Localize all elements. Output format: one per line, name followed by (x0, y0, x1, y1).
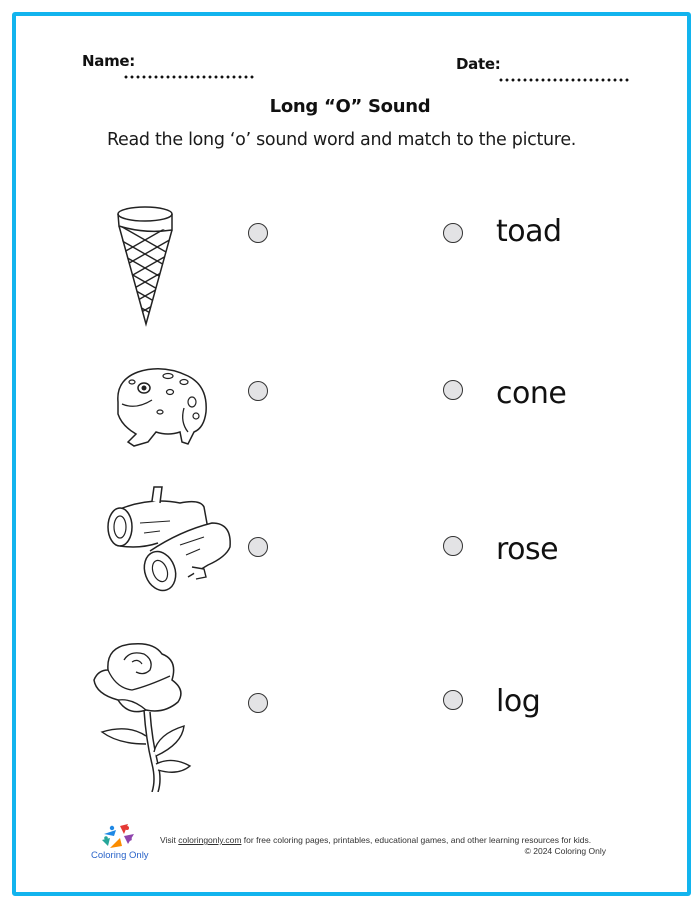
word-match-dot-3[interactable] (443, 536, 463, 556)
worksheet-instructions: Read the long ‘o’ sound word and match to the picture. (106, 130, 577, 150)
logs-icon (100, 483, 235, 595)
picture-match-dot-1[interactable] (248, 223, 268, 243)
coloringonly-link[interactable]: coloringonly.com (178, 835, 242, 845)
name-blank-line[interactable] (123, 75, 254, 79)
name-label: Name: (82, 52, 135, 70)
brand-name: Coloring Only (91, 850, 149, 861)
footer-visit-prefix: Visit (160, 835, 179, 845)
worksheet-title: Long “O” Sound (269, 96, 431, 117)
rose-icon (88, 640, 210, 792)
date-blank-line[interactable] (498, 78, 629, 82)
toad-icon (108, 362, 220, 448)
word-match-dot-4[interactable] (443, 690, 463, 710)
footer-copyright: © 2024 Coloring Only (524, 846, 606, 856)
picture-match-dot-2[interactable] (248, 381, 268, 401)
picture-match-dot-4[interactable] (248, 693, 268, 713)
picture-match-dot-3[interactable] (248, 537, 268, 557)
date-label: Date: (456, 55, 501, 73)
footer-visit-suffix: for free coloring pages, printables, educational games, and other learning resources for kids. (241, 835, 592, 845)
word-log: log (496, 684, 541, 719)
word-match-dot-1[interactable] (443, 223, 463, 243)
coloring-only-logo-icon (100, 822, 138, 850)
word-cone: cone (496, 376, 567, 411)
word-match-dot-2[interactable] (443, 380, 463, 400)
ice-cream-cone-icon (110, 200, 180, 330)
word-rose: rose (496, 532, 559, 567)
footer-visit-text (160, 835, 591, 845)
word-toad: toad (496, 214, 562, 249)
